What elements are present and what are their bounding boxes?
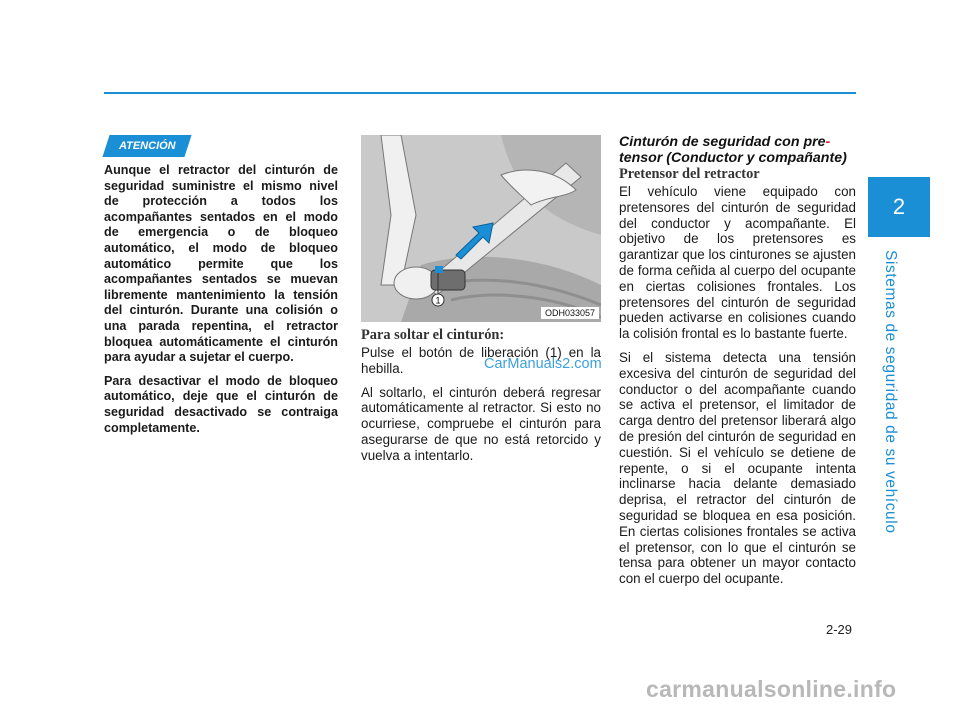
figure-callout: 1 [435,295,441,306]
heading-part1: Cinturón de seguridad con pre [619,134,826,150]
release-paragraph: Al soltarlo, el cinturón deberá regresar automáticamente al retractor. Si esto no ocurriese, compruebe el cinturón para asegurarse de que no está retorcido y vuelva a intentarlo. [361,384,601,463]
pretensioner-subheading: Pretensor del retractor [619,166,760,182]
seatbelt-buckle-figure [361,135,601,322]
pretensioner-paragraph: El vehículo viene equipado con pretensores del cinturón de seguridad del conductor y acompañante. El objetivo de los pretensores es garantizar que los cinturones se ajusten de forma ceñida al cuerpo del ocupante en ciertas colisiones frontales. Los pretensores del cinturón de seguridad pueden activarse en colisiones cuando la colisión frontal es lo bastante fuerte. [619,184,856,342]
heading-part2: tensor (Conductor y compañante) [619,150,847,167]
warning-paragraph: Para desactivar el modo de bloqueo automático, deje que el cinturón de seguridad desactivado se contraiga completamente. [104,373,338,435]
warning-paragraph: Aunque el retractor del cinturón de seguridad suministre el mismo nivel de protección a todos los acompañantes sentados en el modo de emergencia o de bloqueo automático, el modo de bloqueo automático permite que los acompañantes sentados se muevan libremente mantenimiento la tensión del cinturón. Durante una colisión o una parada repentina, el retractor bloquea automáticamente el cinturón para ayudar a sujetar el cuerpo. [104,163,338,365]
watermark: CarManuals2.com [484,356,602,372]
release-paragraph: Pulse el botón de liberación (1) en la hebilla. [361,345,601,376]
release-title: Para soltar el cinturón: [361,327,505,343]
figure-code: ODH033057 [541,307,599,319]
seatbelt-illustration [361,135,601,322]
warning-label: ATENCIÓN [118,140,176,152]
warning-text [104,163,338,444]
footer-site-link[interactable]: carmanualsonline.info [646,676,897,702]
warning-badge [102,135,191,157]
page-number: 2-29 [826,622,853,637]
pretensioner-body [619,184,856,595]
chapter-title-vertical [860,250,920,534]
chapter-number-tab[interactable]: 2 [868,177,930,237]
heading-dash: - [825,134,831,150]
pretensioner-paragraph: Si el sistema detecta una tensión excesiva del cinturón de seguridad del conductor o del acompañante cuando se activa el pretensor, el limitador de carga dentro del pretensor liberará algo de presión del cinturón de seguridad en cuestión. Si el vehículo se detiene de repente, o si el ocupante intenta inclinarse hacia delante demasiado deprisa, el retractor del cinturón de seguridad se bloquea en esa posición. En ciertas colisiones frontales se activa el pretensor, con lo que el cinturón se tensa para obtener un mayor contacto con el cuerpo del ocupante. [619,349,856,587]
top-rule [104,92,856,94]
pretensioner-heading [619,134,856,167]
chapter-title-text: Sistemas de seguridad de su vehículo [882,250,899,534]
